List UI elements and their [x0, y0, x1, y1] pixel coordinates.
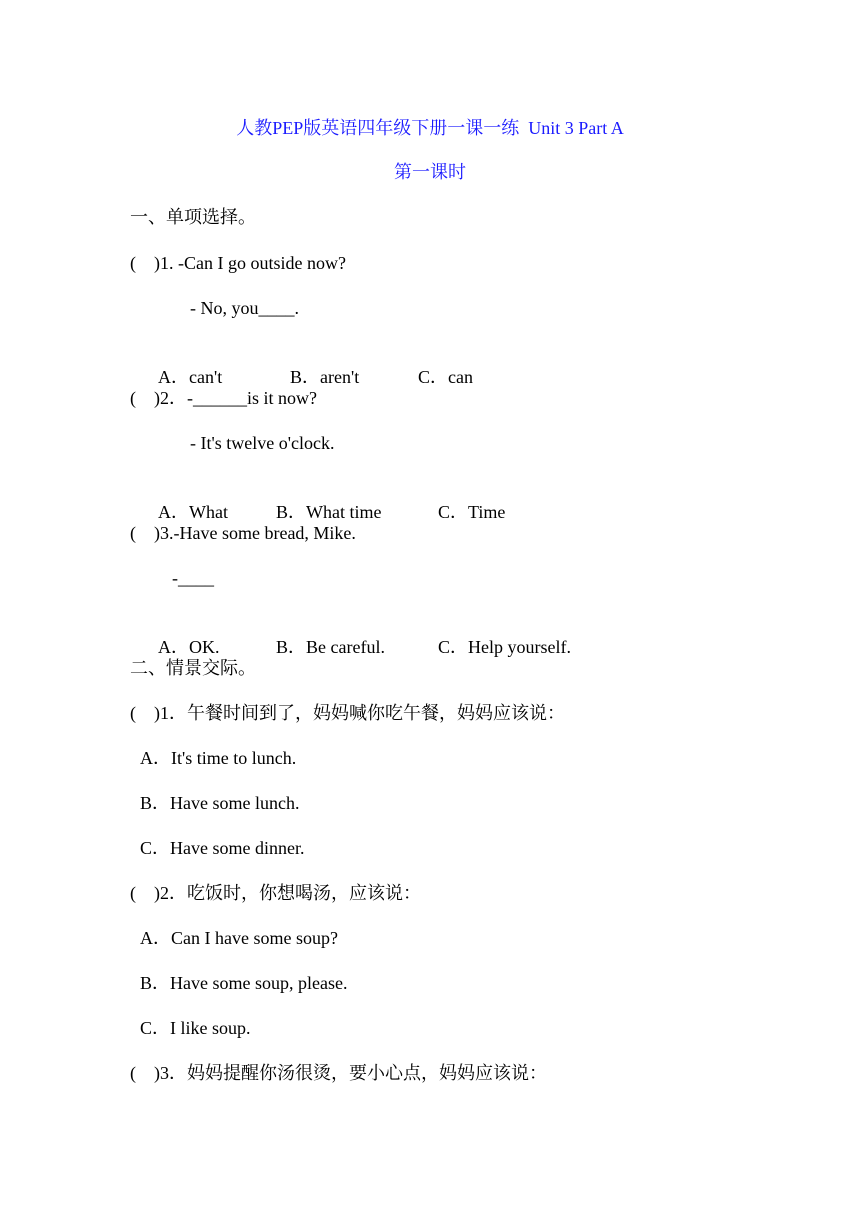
- document-subtitle: 第一课时: [394, 162, 466, 182]
- question-stem: ( )1．午餐时间到了，妈妈喊你吃午餐，妈妈应该说：: [130, 703, 565, 723]
- option-a: A．What: [158, 502, 228, 522]
- option-c: C．can: [418, 367, 473, 387]
- question-reply: - No, you____.: [190, 298, 299, 318]
- section-heading-2: 二、情景交际。: [130, 658, 256, 678]
- question-reply: -____: [172, 568, 214, 588]
- option-b: B．Be careful.: [276, 637, 385, 657]
- option-c: C．Have some dinner.: [140, 838, 305, 858]
- option-b: B．Have some lunch.: [140, 793, 300, 813]
- question-stem: ( )1. -Can I go outside now?: [130, 253, 346, 273]
- question-reply: - It's twelve o'clock.: [190, 433, 335, 453]
- option-c: C．Help yourself.: [438, 637, 571, 657]
- question-stem: ( )3.-Have some bread, Mike.: [130, 523, 356, 543]
- option-b: B．aren't: [290, 367, 360, 387]
- question-stem: ( )2．-______is it now?: [130, 388, 317, 408]
- option-c: C．I like soup.: [140, 1018, 251, 1038]
- question-stem: ( )3．妈妈提醒你汤很烫，要小心点，妈妈应该说：: [130, 1063, 547, 1083]
- option-a: A．OK.: [158, 637, 220, 657]
- option-a: A．can't: [158, 367, 223, 387]
- section-heading-1: 一、单项选择。: [130, 207, 256, 227]
- option-b: B．What time: [276, 502, 382, 522]
- option-a: A．Can I have some soup?: [140, 928, 338, 948]
- question-stem: ( )2．吃饭时，你想喝汤，应该说：: [130, 883, 421, 903]
- option-a: A．It's time to lunch.: [140, 748, 297, 768]
- option-c: C．Time: [438, 502, 506, 522]
- document-title: 人教PEP版英语四年级下册一课一练 Unit 3 Part A: [236, 118, 624, 138]
- option-b: B．Have some soup, please.: [140, 973, 348, 993]
